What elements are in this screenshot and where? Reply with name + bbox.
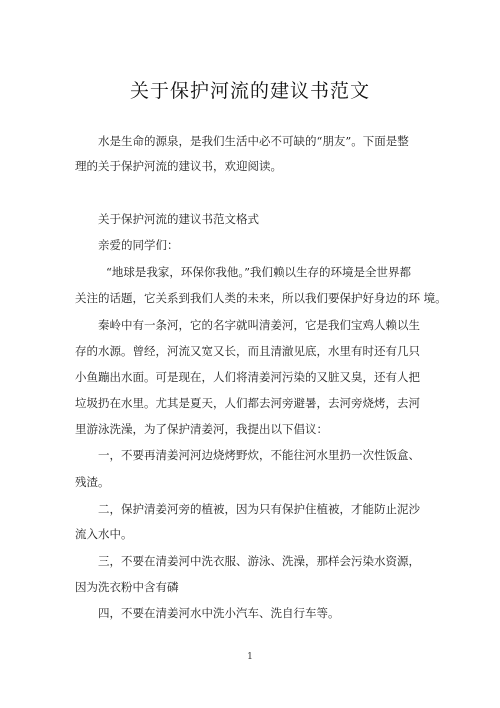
body-line: 存的水源。曾经，河流又宽又长，而且清澈见底，水里有时还有几只: [75, 344, 420, 358]
salutation: 亲爱的同学们：: [98, 238, 179, 252]
body-line: 三，不要在清姜河中洗衣服、游泳、洗澡，那样会污染水资源，: [98, 554, 420, 568]
body-line: 垃圾扔在水里。尤其是夏天，人们都去河旁避暑，去河旁烧烤，去河: [75, 396, 420, 410]
body-line: 关注的话题，它关系到我们人类的未来，所以我们要保护好身边的环 境。: [75, 291, 447, 305]
body-line: 小鱼蹦出水面。可是现在，人们将清姜河污染的又脏又臭，还有人把: [75, 370, 420, 384]
body-line: 秦岭中有一条河，它的名字就叫清姜河，它是我们宝鸡人赖以生: [98, 318, 420, 332]
page-number: 1: [247, 652, 253, 662]
body-line: 二，保护清姜河旁的植被，因为只有保护住植被，才能防止泥沙: [98, 502, 420, 516]
body-line: 一，不要再清姜河河边烧烤野炊，不能往河水里扔一次性饭盒、: [98, 448, 420, 462]
intro-line: 理的关于保护河流的建议书，欢迎阅读。: [75, 159, 282, 173]
body-line: 里游泳洗澡，为了保护清姜河，我提出以下倡议：: [75, 422, 328, 436]
intro-line: 水是生命的源泉，是我们生活中必不可缺的“朋友”。下面是整: [98, 134, 409, 148]
body-line: 四，不要在清姜河水中洗小汽车、洗自行车等。: [98, 606, 340, 620]
body-line: 因为洗衣粉中含有磷: [75, 580, 179, 594]
body-line: 残渣。: [75, 475, 110, 489]
body-line: 流入水中。: [75, 527, 133, 541]
body-line: “地球是我家，环保你我他。”我们赖以生存的环境是全世界都: [106, 265, 412, 279]
section-heading: 关于保护河流的建议书范文格式: [98, 212, 259, 226]
document-title: 关于保护河流的建议书范文: [129, 80, 370, 102]
